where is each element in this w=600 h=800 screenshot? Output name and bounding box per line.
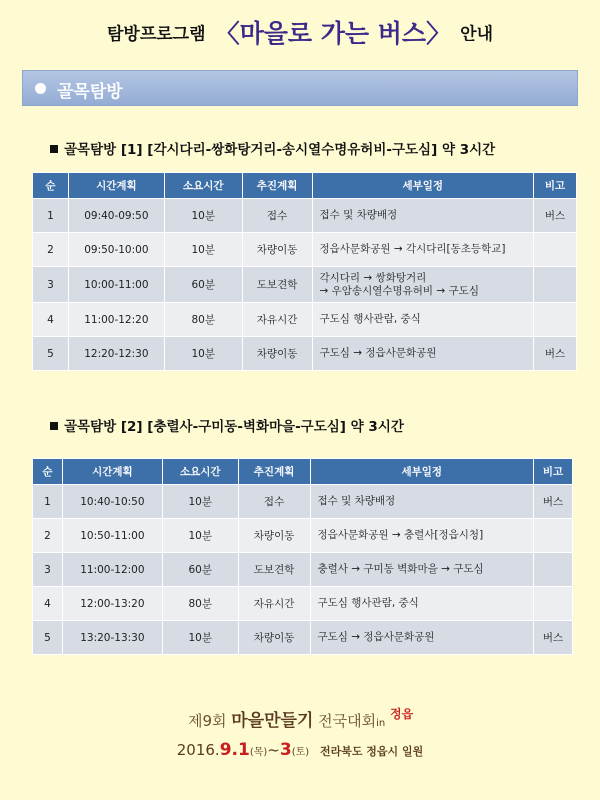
date-year: 2016.: [176, 741, 220, 759]
col-header-time: 시간계획: [68, 173, 164, 199]
course1-heading-text: 골목탐방 [1] [각시다리-쌍화탕거리-송시열수명유허비-구도심] 약 3시간: [64, 142, 496, 158]
cell-plan: 차량이동: [242, 233, 312, 267]
cell-note: [534, 587, 573, 621]
table-row: [33, 621, 573, 655]
section-label: 골목탐방: [57, 82, 123, 102]
table-row: [33, 337, 577, 371]
cell-detail: 구도심 → 정읍사문화공원: [312, 337, 534, 371]
event-name: [0, 706, 600, 736]
cell-detail: 접수 및 차량배정: [310, 485, 534, 519]
col-header-note: 비고: [534, 459, 573, 485]
cell-detail: 구도심 행사관람, 중식: [310, 587, 534, 621]
cell-time: 10:00-11:00: [68, 267, 164, 303]
cell-plan: 차량이동: [242, 337, 312, 371]
cell-no: 3: [33, 267, 69, 303]
cell-plan: 도보견학: [238, 553, 310, 587]
table-row: [33, 303, 577, 337]
cell-duration: 60분: [162, 553, 238, 587]
cell-note: [534, 267, 577, 303]
cell-time: 12:20-12:30: [68, 337, 164, 371]
cell-duration: 10분: [162, 485, 238, 519]
cell-time: 10:40-10:50: [62, 485, 162, 519]
cell-note: [534, 519, 573, 553]
table-row: [33, 267, 577, 303]
cell-time: 12:00-13:20: [62, 587, 162, 621]
cell-plan: 접수: [242, 199, 312, 233]
cell-duration: 10분: [162, 621, 238, 655]
title-suffix: 안내: [460, 24, 494, 45]
cell-duration: 10분: [164, 337, 242, 371]
cell-no: 1: [33, 199, 69, 233]
cell-plan: 자유시간: [242, 303, 312, 337]
cell-plan: 도보견학: [242, 267, 312, 303]
cell-detail: [312, 267, 534, 303]
cell-note: [534, 233, 577, 267]
cell-duration: 80분: [164, 303, 242, 337]
table-row: [33, 553, 573, 587]
col-header-detail: 세부일정: [310, 459, 534, 485]
jeongeup-seal-logo: 정읍: [390, 706, 414, 721]
table-header-row: [33, 173, 577, 199]
cell-time: 10:50-11:00: [62, 519, 162, 553]
table-row: [33, 587, 573, 621]
cell-detail: 접수 및 차량배정: [312, 199, 534, 233]
cell-detail: 충렬사 → 구미동 벽화마을 → 구도심: [310, 553, 534, 587]
square-bullet-icon: [50, 422, 58, 430]
cell-detail: 구도심 행사관람, 중식: [312, 303, 534, 337]
table-row: [33, 199, 577, 233]
col-header-no: 순: [33, 459, 63, 485]
title-main: 〈마을로 가는 버스〉: [214, 19, 452, 48]
cell-no: 2: [33, 519, 63, 553]
date-end: 3: [279, 740, 292, 760]
square-bullet-icon: [50, 145, 58, 153]
col-header-plan: 추진계획: [242, 173, 312, 199]
event-in: in: [376, 718, 386, 729]
cell-no: 5: [33, 621, 63, 655]
cell-note: 버스: [534, 621, 573, 655]
date-separator: ~: [267, 741, 280, 759]
col-header-duration: 소요시간: [164, 173, 242, 199]
col-header-plan: 추진계획: [238, 459, 310, 485]
table-header-row: [33, 459, 573, 485]
cell-detail: 정읍사문화공원 → 각시다리[동초등학교]: [312, 233, 534, 267]
col-header-time: 시간계획: [62, 459, 162, 485]
cell-time: 09:50-10:00: [68, 233, 164, 267]
course2-heading: [50, 415, 404, 435]
cell-plan: 차량이동: [238, 519, 310, 553]
page-title: [0, 14, 600, 50]
cell-no: 2: [33, 233, 69, 267]
table-row: [33, 485, 573, 519]
cell-duration: 10분: [164, 233, 242, 267]
cell-note: [534, 553, 573, 587]
table-row: [33, 519, 573, 553]
cell-detail: 정읍사문화공원 → 충렬사[정읍시청]: [310, 519, 534, 553]
cell-detail: 구도심 → 정읍사문화공원: [310, 621, 534, 655]
section-header: [22, 70, 578, 106]
cell-plan: 접수: [238, 485, 310, 519]
event-suffix: 전국대회: [318, 712, 377, 730]
course2-heading-text: 골목탐방 [2] [충렬사-구미동-벽화마을-구도심] 약 3시간: [64, 419, 404, 435]
cell-duration: 60분: [164, 267, 242, 303]
table-row: [33, 233, 577, 267]
cell-time: 11:00-12:20: [68, 303, 164, 337]
cell-time: 11:00-12:00: [62, 553, 162, 587]
event-date-location: [0, 740, 600, 760]
cell-duration: 80분: [162, 587, 238, 621]
course2-schedule-table: [32, 458, 573, 655]
cell-detail-line1: 각시다리 → 쌍화탕거리: [319, 271, 427, 284]
cell-note: 버스: [534, 485, 573, 519]
course1-heading: [50, 138, 495, 158]
cell-no: 4: [33, 303, 69, 337]
cell-no: 1: [33, 485, 63, 519]
cell-time: 13:20-13:30: [62, 621, 162, 655]
date-start: 9.1: [219, 740, 250, 760]
cell-duration: 10분: [164, 199, 242, 233]
date-end-day: (토): [291, 747, 310, 758]
event-bold: 마을만들기: [231, 711, 314, 731]
cell-no: 5: [33, 337, 69, 371]
cell-time: 09:40-09:50: [68, 199, 164, 233]
cell-no: 3: [33, 553, 63, 587]
cell-note: 버스: [534, 337, 577, 371]
event-prefix: 제9회: [187, 712, 227, 730]
col-header-no: 순: [33, 173, 69, 199]
cell-no: 4: [33, 587, 63, 621]
cell-duration: 10분: [162, 519, 238, 553]
cell-plan: 차량이동: [238, 621, 310, 655]
cell-plan: 자유시간: [238, 587, 310, 621]
col-header-detail: 세부일정: [312, 173, 534, 199]
date-start-day: (목): [249, 747, 268, 758]
cell-note: [534, 303, 577, 337]
col-header-note: 비고: [534, 173, 577, 199]
event-location: 전라북도 정읍시 일원: [319, 745, 424, 758]
course1-schedule-table: [32, 172, 577, 371]
bullet-icon: [35, 83, 46, 94]
cell-detail-line2: → 우암송시열수명유허비 → 구도심: [319, 284, 479, 297]
col-header-duration: 소요시간: [162, 459, 238, 485]
cell-note: 버스: [534, 199, 577, 233]
title-prefix: 탐방프로그램: [106, 24, 206, 45]
